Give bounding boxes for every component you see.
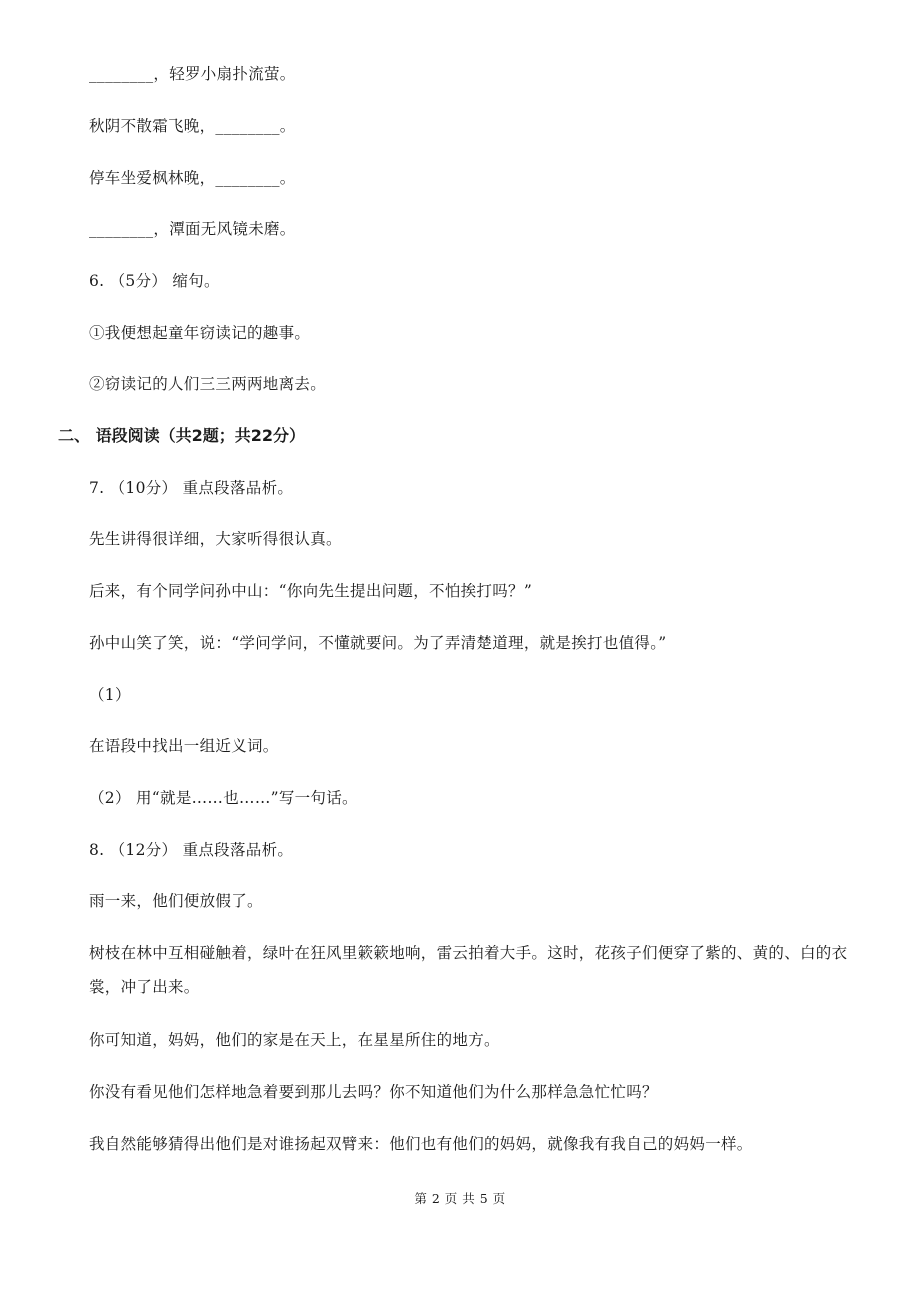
passage-paragraph: 先生讲得很详细，大家听得很认真。 [89,530,342,548]
poem-blank-line: 停车坐爱枫林晚，________。 [89,169,296,187]
sub-question-label: （1） [89,686,131,704]
question-6-item: ①我便想起童年窃读记的趣事。 [89,324,311,342]
poem-blank-line: ________，潭面无风镜未磨。 [89,220,296,238]
question-8-header: 8. （12分） 重点段落品析。 [89,841,294,859]
passage-paragraph: 你可知道，妈妈，他们的家是在天上，在星星所住的地方。 [89,1031,500,1049]
passage-paragraph: 你没有看见他们怎样地急着要到那儿去吗？你不知道他们为什么那样急急忙忙吗？ [89,1083,658,1101]
passage-paragraph: 树枝在林中互相碰触着，绿叶在狂风里簌簌地响，雷云拍着大手。这时，花孩子们便穿了紫的、黄的、白的衣裳，冲了出来。 [89,944,848,996]
question-6-header: 6. （5分） 缩句。 [89,272,220,290]
sub-question-text: （2） 用“就是……也……”写一句话。 [89,789,358,807]
passage-paragraph: 孙中山笑了笑，说：“学问学问，不懂就要问。为了弄清楚道理，就是挨打也值得。” [89,634,667,652]
poem-blank-line: ________，轻罗小扇扑流萤。 [89,65,296,83]
page-footer: 第 2 页 共 5 页 [414,1191,506,1206]
question-7-header: 7. （10分） 重点段落品析。 [89,479,294,497]
sub-question-text: 在语段中找出一组近义词。 [89,737,279,755]
passage-paragraph: 后来，有个同学问孙中山：“你向先生提出问题，不怕挨打吗？” [89,582,533,600]
passage-paragraph: 我自然能够猜得出他们是对谁扬起双臂来：他们也有他们的妈妈，就像我有我自己的妈妈一样。 [89,1135,753,1153]
question-6-item: ②窃读记的人们三三两两地离去。 [89,375,327,393]
section-heading: 二、 语段阅读（共2题；共22分） [58,426,305,445]
poem-blank-line: 秋阴不散霜飞晚，________。 [89,117,296,135]
passage-paragraph: 雨一来，他们便放假了。 [89,892,263,910]
